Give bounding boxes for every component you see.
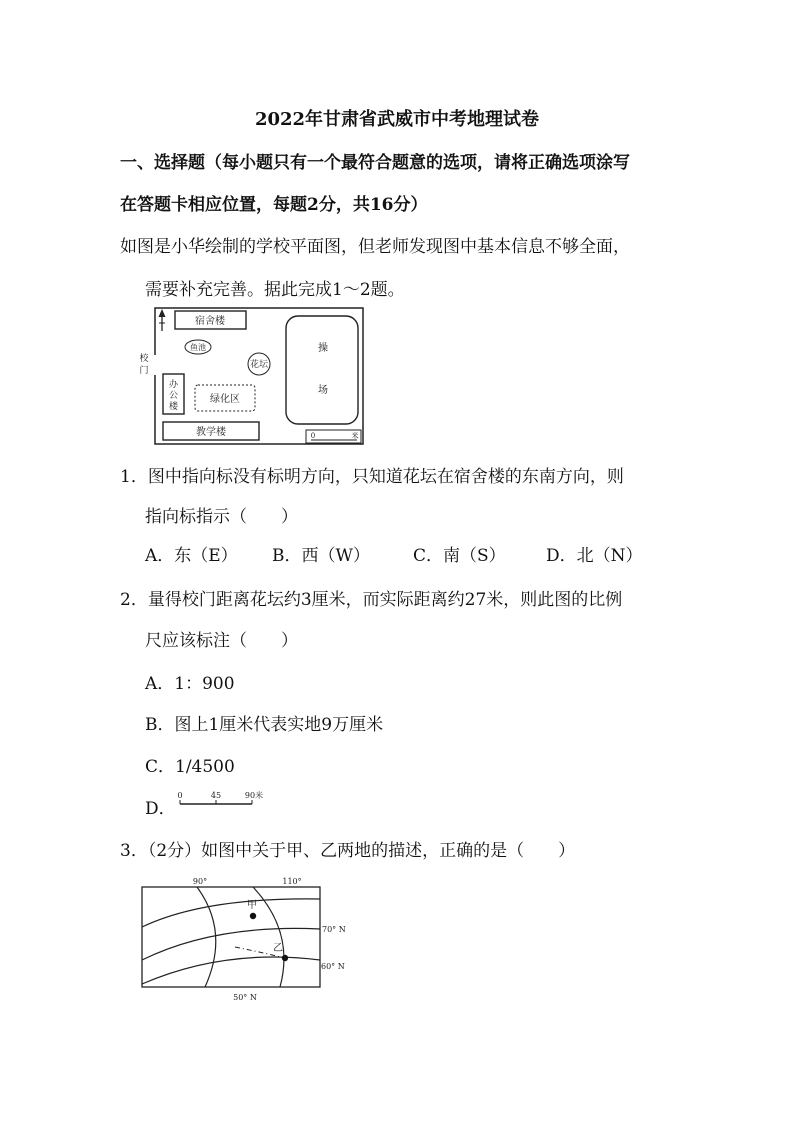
q1-option-c: C．南（S） [413,546,506,566]
direction-arrow-icon [159,309,166,331]
lon-110-label: 110° [282,877,302,886]
lat-60-label: 60° N [321,962,345,971]
scale-unit-label: 米 [351,432,359,440]
teaching-building-label: 教学楼 [196,427,226,438]
lon-90-label: 90° [192,877,208,886]
line-scale-graphic [172,789,272,811]
section-heading-line-1: 一、选择题（每小题只有一个最符合题意的选项，请将正确选项涂写 [120,153,630,173]
flower-bed-label: 花坛 [249,360,269,370]
playground [286,316,358,424]
scale-label-45: 45 [210,791,222,800]
q2-option-a: A．1：900 [145,674,235,694]
fish-pond-label: 鱼池 [190,343,206,352]
q2-option-b: B．图上1厘米代表实地9万厘米 [145,715,384,735]
scale-label-90: 90米 [244,791,264,800]
scale-label-0: 0 [177,791,183,800]
latitude-line-lower [142,957,320,984]
q2-line-1: 2．量得校门距离花坛约3厘米，而实际距离约27米，则此图的比例 [120,590,623,610]
longitude-line-right [253,887,284,987]
point-jia-label: 甲 [247,900,257,911]
lat-70-label: 70° N [322,925,346,934]
dormitory-label: 宿舍楼 [195,316,225,327]
page-title: 2022年甘肃省武威市中考地理试卷 [254,109,540,130]
office-label-1: 办 [168,380,179,390]
intro-line-1: 如图是小华绘制的学校平面图，但老师发现图中基本信息不够全面， [120,237,630,257]
lat-long-grid-map [135,872,360,1004]
q2-option-c: C．1/4500 [145,757,235,777]
gate-label-2: 门 [139,366,149,376]
q3-text: 3．（2分）如图中关于甲、乙两地的描述，正确的是（ ） [120,841,576,861]
playground-label-2: 场 [318,385,328,396]
q1-option-d: D．北（N） [546,546,643,566]
lat-50-label: 50° N [233,993,257,1002]
section-heading-line-2: 在答题卡相应位置，每题2分，共16分） [120,195,428,215]
school-plan-map [139,305,366,447]
office-label-2: 公 [168,391,179,401]
point-yi-label: 乙 [273,943,283,954]
office-label-3: 楼 [168,402,179,412]
map-frame [142,887,320,987]
point-yi [282,955,288,961]
scale-zero-label: 0 [310,432,316,440]
green-area-label: 绿化区 [210,394,240,405]
point-jia [250,913,256,919]
playground-label-1: 操 [318,343,328,354]
latitude-line-middle [142,928,320,960]
q2-line-2: 尺应该标注（ ） [145,631,298,651]
q1-option-b: B．西（W） [272,546,370,566]
intro-line-2: 需要补充完善。据此完成1～2题。 [145,280,405,300]
q2-option-d: D． [145,799,176,819]
gate-label-1: 校 [139,354,149,364]
q1-option-a: A．东（E） [145,546,238,566]
q1-line-2: 指向标指示（ ） [145,507,298,527]
latitude-line-upper [142,899,320,927]
q1-line-1: 1．图中指向标没有标明方向，只知道花坛在宿舍楼的东南方向，则 [120,467,624,487]
